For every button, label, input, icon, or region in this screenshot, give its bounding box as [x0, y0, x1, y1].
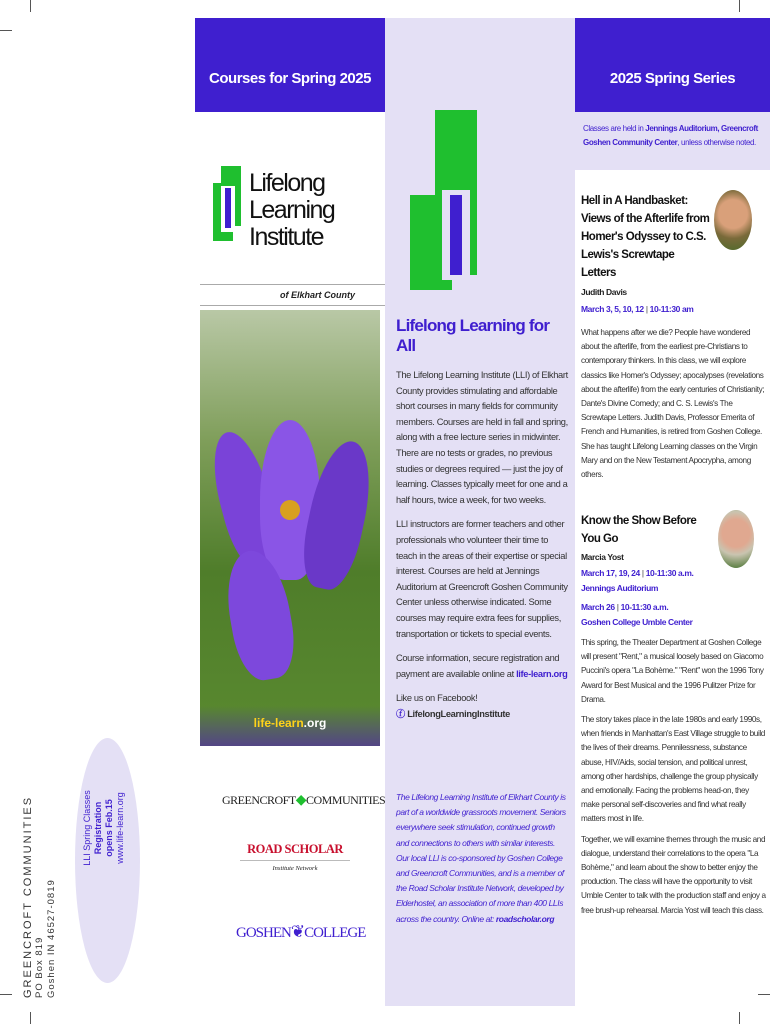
series-header-text: 2025 Spring Series [609, 70, 736, 87]
note-text: , unless otherwise noted. [677, 138, 756, 147]
series-header [575, 18, 770, 112]
greencroft-logo [222, 792, 386, 809]
wheat-icon: ❦ [290, 922, 305, 941]
facebook-link[interactable] [396, 707, 568, 723]
facebook-icon: ⓕ [396, 708, 405, 719]
cover-header [195, 18, 385, 112]
return-address [22, 698, 58, 998]
course-time: 10-11:30 am [649, 304, 694, 314]
crop-mark [30, 0, 31, 12]
roadscholar-link[interactable]: roadscholar.org [495, 913, 555, 924]
crocus-photo [200, 310, 380, 746]
county-subtitle [200, 284, 385, 306]
course-location: Jennings Auditorium [581, 583, 659, 593]
course-dates: March 3, 5, 10, 12 [581, 304, 644, 314]
instructor-name: Judith Davis [581, 287, 627, 297]
logo-text: GREENCROFT [222, 793, 296, 807]
logo-text: COMMUNITIES [305, 793, 386, 807]
about-paragraph: The Lifelong Learning Institute (LLI) of Elkhart County provides stimulating and affordable short courses in many fields for community members. Courses are held in fall and spring, along with a free lecture series in midwinter. There are no tests or grades, no previous studies or degrees required — just the joy of learning. Classes typically meet for one and a half hours, twice a week, for two weeks. [396, 370, 568, 505]
oval-line: LLI Spring Classes [82, 790, 92, 866]
instructor-photo [714, 190, 752, 250]
mailing-panel [0, 18, 195, 1008]
greencroft-name: GREENCROFT COMMUNITIES [22, 795, 34, 998]
life-learn-link[interactable]: life-learn.org [516, 668, 568, 679]
course-description: This spring, the Theater Department at Goshen College will present "Rent," a musical loosely based on Giacomo Puccini's opera "La Bohème." "Rent" won the 1996 Tony Award for Best Musical and the 1996 Pulitzer Prize for Drama. [581, 638, 764, 704]
lli-logo [213, 166, 383, 251]
cover-header-text: Courses for Spring 2025 [209, 70, 371, 87]
road-scholar-logo [240, 842, 350, 872]
address-line: Goshen IN 46527-0819 [46, 879, 57, 998]
instructor-photo [718, 510, 754, 568]
course-title: Hell in A Handbasket: Views of the Afterlife from Homer's Odyssey to C.S. Lewis's Screwtape Letters [581, 195, 710, 279]
instructor-name: Marcia Yost [581, 552, 624, 562]
website-link[interactable]: www.life-learn.org [115, 792, 125, 864]
oval-line: Registration [93, 801, 103, 855]
course-card [581, 192, 766, 482]
facebook-label: Like us on Facebook! [396, 693, 478, 704]
location-note [575, 112, 770, 170]
flame-icon: ◆ [295, 793, 306, 808]
goshen-college-logo [236, 922, 366, 942]
logo-text: ROAD SCHOLAR [240, 842, 350, 861]
course-schedule: March 17, 19, 24 | 10-11:30 a.m. [581, 568, 694, 578]
oval-line: opens Feb.15 [104, 799, 114, 857]
about-paragraph: LLI instructors are former teachers and other professionals who volunteer their time to teach in the areas of their expertise or special interest. Courses are held at Jennings Auditorium at Greencroft Goshen Community Center unless otherwise indicated. Some courses may require extra fees for supplies, transportation or tickets to special events. [396, 519, 568, 639]
course-location: Goshen College Umble Center [581, 617, 693, 627]
about-text: Course information, secure registration and payment are available online at [396, 653, 560, 679]
course-description: What happens after we die? People have wondered about the afterlife, from the earliest pre-Christians to contemporary thinkers. In this class, we will explore classics like Homer's Odyssey; apocalypses (revelations about the afterlife) from the early centuries of Christianity; Dante's Divine Comedy; and C. S. Lewis's The Screwtape Letters. Judith Davis, Professor Emerita of French and Humanities, is retired from Goshen College. She has taught Lifelong Learning classes on the Virgin Mary and on the New Testament Apocrypha, among others. [581, 328, 765, 480]
course-time: 10-11:30 a.m. [620, 602, 669, 612]
website-caption[interactable] [200, 706, 380, 746]
note-location: Jennings Auditorium, Greencroft Goshen Community Center [583, 124, 758, 147]
course-description: The story takes place in the late 1980s and early 1990s, when friends in Manhattan's East Village struggle to build the lives of their dreams. Pennilessness, substance abuse, HIV/Aids, social tension, and political unrest, among other hardships, challenge the group physically and emotionally. Facing the problems head-on, they make personal self-discoveries and find what really matters most in life. [581, 715, 765, 824]
course-dates: March 17, 19, 24 [581, 568, 640, 578]
note-text: Classes are held in [583, 124, 646, 133]
registration-text [82, 728, 126, 928]
about-title: Lifelong Learning for All [396, 316, 550, 355]
network-text: The Lifelong Learning Institute of Elkhart County is part of a worldwide grassroots movement. Seniors everywhere seek stimulation, continued growth and connections to others with similar interests. Our local LLI is co-sponsored by Goshen College and Greencroft Communities, and is a member of the Road Scholar Institute Network, developed by Elderhostel, an association of more than 400 LLIs across the country. Online at: [396, 792, 566, 924]
caption-part: .org [303, 716, 327, 730]
caption-part: life-learn [253, 716, 304, 730]
logo-text: GOSHEN [236, 925, 291, 941]
network-paragraph [396, 790, 568, 927]
course-time: 10-11:30 a.m. [645, 568, 694, 578]
logo-text: Lifelong Learning [249, 169, 335, 224]
logo-text: Institute [249, 223, 324, 251]
crop-mark [739, 0, 740, 12]
course-title: Know the Show Before You Go [581, 515, 697, 545]
crop-mark [739, 1012, 740, 1024]
logo-text: COLLEGE [304, 925, 366, 941]
course-description: Together, we will examine themes through the music and dialogue, understand their correlations to the opera "La Bohème," and learn about the show to better enjoy the production. The class will have the opportunity to visit Umble Center to talk with the production staff and enjoy a free brush-up rehearsal. Marcia Yost will teach this class. [581, 834, 766, 915]
course-schedule: March 26 | 10-11:30 a.m. [581, 602, 669, 612]
crop-mark [30, 1012, 31, 1024]
logo-graphic [410, 110, 485, 290]
facebook-handle: LifelongLearningInstitute [407, 708, 510, 719]
course-dates: March 26 [581, 602, 615, 612]
crop-mark [758, 994, 770, 995]
about-paragraph [396, 651, 568, 682]
county-subtitle-text: of Elkhart County [279, 290, 355, 300]
logo-text: Institute Network [272, 865, 318, 872]
course-card [581, 512, 766, 918]
address-line: PO Box 819 [34, 936, 45, 998]
course-schedule: March 3, 5, 10, 12 | 10-11:30 am [581, 304, 694, 314]
about-panel [385, 18, 575, 1006]
